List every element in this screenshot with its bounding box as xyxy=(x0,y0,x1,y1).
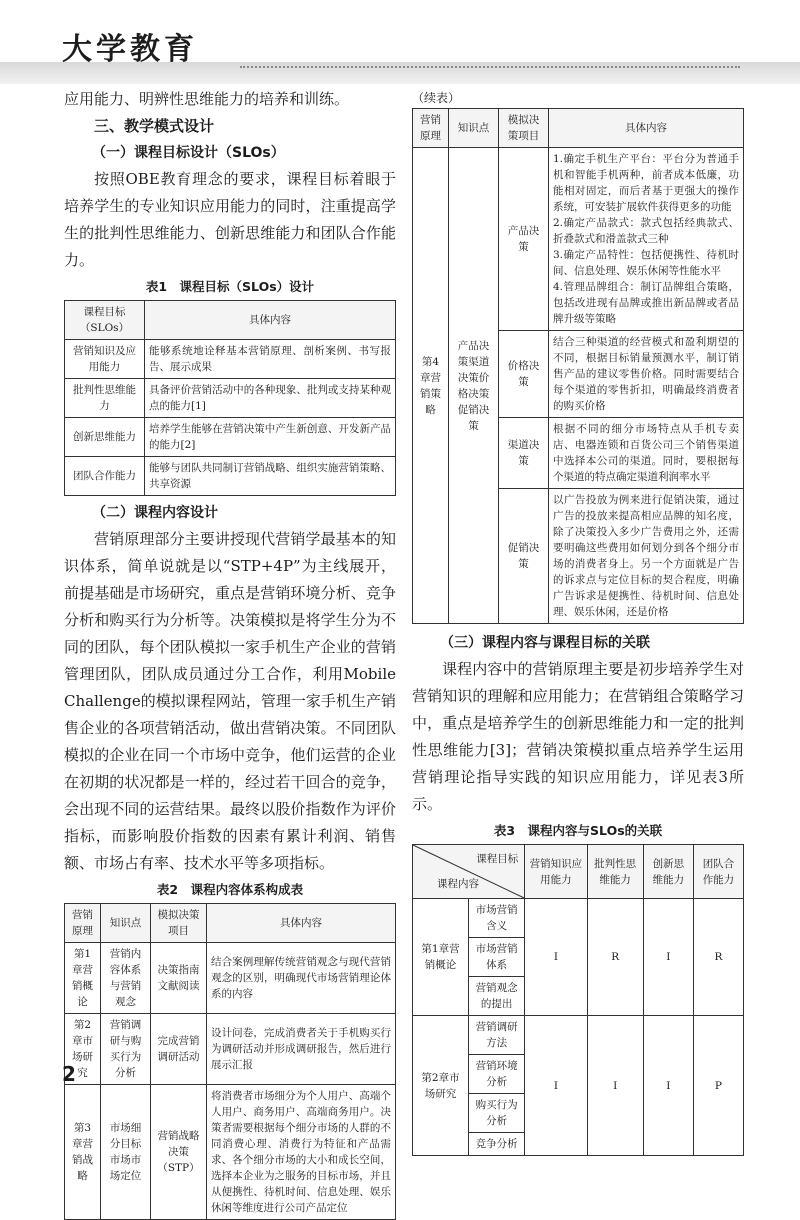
subsection-heading-1: （一）课程目标设计（SLOs） xyxy=(92,145,285,161)
table3-value: R xyxy=(587,899,643,1016)
table2-continued xyxy=(412,108,744,624)
right-column xyxy=(412,86,744,1156)
table-row xyxy=(65,418,396,457)
page-number: 2 xyxy=(62,1062,76,1086)
table3-header: 营销知识应用能力 xyxy=(525,845,587,899)
table1-cell: 能够与团队共同制订营销战略、组织实施营销策略、共享资源 xyxy=(145,457,396,496)
table3-item: 市场营销含义 xyxy=(469,899,525,938)
table2c-knowledge: 产品决策渠道决策价格决策促销决策 xyxy=(449,148,499,624)
table3-item: 竞争分析 xyxy=(469,1133,525,1156)
table3-header: 批判性思维能力 xyxy=(587,845,643,899)
table2-header: 营销原理 xyxy=(65,904,101,943)
table1-cell: 能够系统地诠释基本营销原理、剖析案例、书写报告、展示成果 xyxy=(145,340,396,379)
paragraph-relation: 课程内容中的营销原理主要是初步培养学生对营销知识的理解和应用能力；在营销组合策略学习中，重点是培养学生的创新思维能力和一定的批判性思维能力[3]；营销决策模拟重点培养学生运用营销理论指导实践的知识应用能力，详见表3所示。 xyxy=(412,660,744,813)
table2-cell: 完成营销调研活动 xyxy=(151,1014,207,1085)
table2-cell: 第2章市场研究 xyxy=(65,1014,101,1085)
table2 xyxy=(64,903,396,1220)
journal-logo: 大学教育 xyxy=(62,32,198,67)
table1-cell: 培养学生能够在营销决策中产生新创意、开发新产品的能力[2] xyxy=(145,418,396,457)
table2c-header: 具体内容 xyxy=(549,109,744,148)
table-row xyxy=(413,1016,744,1055)
table2c-cell: 促销决策 xyxy=(499,489,549,624)
section-heading-3: 三、教学模式设计 xyxy=(94,117,215,135)
table2-cell: 市场细分目标市场市场定位 xyxy=(101,1085,151,1220)
table3-chapter: 第2章市场研究 xyxy=(413,1016,469,1156)
table3-item: 营销调研方法 xyxy=(469,1016,525,1055)
subsection-heading-3: （三）课程内容与课程目标的关联 xyxy=(440,635,650,651)
table3-value: I xyxy=(525,899,587,1016)
table3-value: I xyxy=(643,1016,693,1156)
table2-cell: 决策指南文献阅读 xyxy=(151,943,207,1014)
left-column xyxy=(64,86,396,1220)
table2-cell: 将消费者市场细分为个人用户、高端个人用户、商务用户、高端商务用户。决策者需要根据每个细分市场的人群的不同消费心理、消费行为特征和产品需求、各个细分市场的大小和成长空间，选择本企业为之服务的目标市场，并且从便携性、待机时间、信息处理、娱乐休闲等维度进行公司产品定位 xyxy=(207,1085,396,1220)
corner-top-label: 课程目标 xyxy=(476,853,519,865)
table1-cell: 营销知识及应用能力 xyxy=(65,340,145,379)
table2-cell: 第1章营销概论 xyxy=(65,943,101,1014)
table2-cell: 第3章营销战略 xyxy=(65,1085,101,1220)
table1-caption: 表1 课程目标（SLOs）设计 xyxy=(145,279,315,294)
table-row xyxy=(65,340,396,379)
table2-header: 具体内容 xyxy=(207,904,396,943)
table3 xyxy=(412,844,744,1156)
table1-cell: 具备评价营销活动中的各种现象、批判或支持某种观点的能力[1] xyxy=(145,379,396,418)
table-row xyxy=(65,457,396,496)
subsection-heading-2: （二）课程内容设计 xyxy=(92,505,218,521)
table2-cell: 营销战略决策（STP） xyxy=(151,1085,207,1220)
table3-corner xyxy=(413,845,525,899)
table2c-cell: 价格决策 xyxy=(499,331,549,418)
table1-header: 课程目标（SLOs） xyxy=(65,301,145,340)
table1-cell: 团队合作能力 xyxy=(65,457,145,496)
table2c-cell: 结合三种渠道的经营模式和盈利期望的不同，根据目标销量预测水平，制订销售产品的建议零售价格。同时需要结合每个渠道的零售折扣，明确最终消费者的购买价格 xyxy=(549,331,744,418)
table-row xyxy=(65,943,396,1014)
table3-item: 营销环境分析 xyxy=(469,1055,525,1094)
table2c-chapter: 第4章营销策略 xyxy=(413,148,449,624)
table2c-cell: 以广告投放为例来进行促销决策，通过广告的投放来提高相应品牌的知名度，除了决策投入多少广告费用之外，还需要明确这些费用如何划分到各个细分市场的消费者身上。另一个方面就是广告的诉求点与定位目标的契合程度，明确广告诉求是便携性、待机时间、信息处理、娱乐休闲，还是价格 xyxy=(549,489,744,624)
table-row xyxy=(413,148,744,331)
table3-value: R xyxy=(693,899,743,1016)
table3-value: P xyxy=(693,1016,743,1156)
table3-value: I xyxy=(587,1016,643,1156)
table2c-header: 模拟决策项目 xyxy=(499,109,549,148)
table2c-header: 知识点 xyxy=(449,109,499,148)
table3-caption: 表3 课程内容与SLOs的关联 xyxy=(493,823,663,838)
table2-cell: 营销调研与购买行为分析 xyxy=(101,1014,151,1085)
table2c-cell: 渠道决策 xyxy=(499,418,549,489)
table2c-cell: 产品决策 xyxy=(499,148,549,331)
table2c-cell: 1.确定手机生产平台：平台分为普通手机和智能手机两种，前者成本低廉，功能相对固定，而后者基于更强大的操作系统，可安装扩展软件获得更多的功能 2.确定产品款式：款式包括经典款式、折叠款式和滑盖款式三种 3.确定产品特性：包括便携性、待机时间、信息处理、娱乐休闲等性能水平 4.管理品牌组合：制订品牌组合策略，包括改进现有品牌或推出新品牌或者品牌升级等策略 xyxy=(549,148,744,331)
paragraph-continued: 应用能力、明辨性思维能力的培养和训练。 xyxy=(64,90,350,108)
table-row xyxy=(413,899,744,938)
table2-header: 模拟决策项目 xyxy=(151,904,207,943)
header-dotted-rule xyxy=(240,66,740,68)
table2-cell: 结合案例理解传统营销观念与现代营销观念的区别，明确现代市场营销理论体系的内容 xyxy=(207,943,396,1014)
table3-chapter: 第1章营销概论 xyxy=(413,899,469,1016)
table3-item: 市场营销体系 xyxy=(469,938,525,977)
table3-item: 购买行为分析 xyxy=(469,1094,525,1133)
table2c-cell: 根据不同的细分市场特点从手机专卖店、电器连锁和百货公司三个销售渠道中选择本公司的渠道。同时，要根据每个渠道的特点确定渠道利润率水平 xyxy=(549,418,744,489)
table1 xyxy=(64,300,396,496)
table3-value: I xyxy=(643,899,693,1016)
table-row xyxy=(65,379,396,418)
table1-header: 具体内容 xyxy=(145,301,396,340)
table2c-header: 营销原理 xyxy=(413,109,449,148)
table2-cell: 设计问卷，完成消费者关于手机购买行为调研活动并形成调研报告，然后进行展示汇报 xyxy=(207,1014,396,1085)
table3-value: I xyxy=(525,1016,587,1156)
table3-header: 创新思维能力 xyxy=(643,845,693,899)
page-header xyxy=(0,0,800,86)
paragraph-content: 营销原理部分主要讲授现代营销学最基本的知识体系，简单说就是以“STP+4P”为主线展开，前提基础是市场研究，重点是营销环境分析、竞争分析和购买行为分析等。决策模拟是将学生分为不同的团队，每个团队模拟一家手机生产企业的营销管理团队，团队成员通过分工合作，利用Mobile Challenge的模拟课程网站，管理一家手机生产销售企业的各项营销活动，做出营销决策。不同团队模拟的企业在同一个市场中竞争，他们运营的企业在初期的状况都是一样的，经过若干回合的竞争，会出现不同的运营结果。最终以股价指数作为评价指标，而影响股价指数的因素有累计利润、销售额、市场占有率、技术水平等多项指标。 xyxy=(64,530,396,872)
continued-label: （续表） xyxy=(412,91,461,105)
table3-header: 团队合作能力 xyxy=(693,845,743,899)
table3-item: 营销观念的提出 xyxy=(469,977,525,1016)
table-row xyxy=(65,1014,396,1085)
table1-cell: 批判性思维能力 xyxy=(65,379,145,418)
table2-caption: 表2 课程内容体系构成表 xyxy=(156,882,304,897)
table2-header: 知识点 xyxy=(101,904,151,943)
table2-cell: 营销内容体系与营销观念 xyxy=(101,943,151,1014)
table1-cell: 创新思维能力 xyxy=(65,418,145,457)
paragraph-objectives: 按照OBE教育理念的要求，课程目标着眼于培养学生的专业知识应用能力的同时，注重提高学生的批判性思维能力、创新思维能力和团队合作能力。 xyxy=(64,170,396,269)
corner-bottom-label: 课程内容 xyxy=(437,878,479,890)
table-row xyxy=(65,1085,396,1220)
